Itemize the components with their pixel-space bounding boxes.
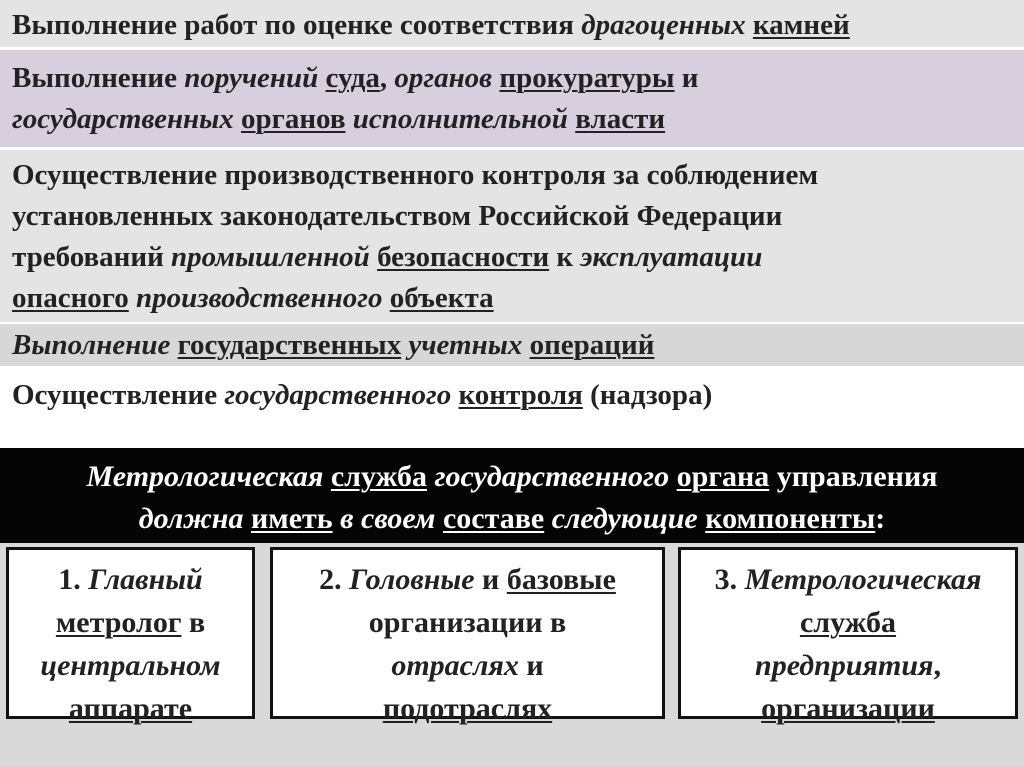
text: центральном — [40, 649, 221, 682]
text: исполнительной — [352, 103, 568, 135]
text: (надзора) — [582, 379, 713, 411]
text — [170, 329, 177, 361]
row-state-supervision — [0, 368, 1024, 420]
text — [345, 103, 352, 135]
text: промышленной — [171, 241, 370, 273]
text: государственных — [177, 329, 402, 361]
text: и — [474, 563, 507, 596]
text: установленных законодательством Российской Федерации — [12, 200, 783, 232]
component-number: 3. — [714, 563, 738, 596]
text: отраслях — [391, 649, 519, 682]
text — [318, 62, 325, 94]
text: драгоценных — [581, 9, 746, 41]
component-number: 1. — [58, 563, 81, 596]
text: Выполнение — [12, 62, 185, 94]
row-precious-stones — [0, 0, 1024, 47]
text: Головные — [349, 563, 475, 596]
text — [243, 502, 251, 535]
text — [129, 282, 136, 314]
text: к — [549, 241, 581, 273]
text: безопасности — [377, 241, 550, 273]
text: камней — [752, 9, 850, 41]
text: государственного — [434, 460, 670, 493]
text: подотраслях — [382, 692, 553, 725]
text: , — [933, 649, 941, 682]
text: государственных — [12, 103, 234, 135]
text: должна — [138, 502, 244, 535]
row-accounting-operations — [0, 324, 1024, 366]
text — [746, 9, 753, 41]
text — [370, 241, 377, 273]
text: следующие — [551, 502, 698, 535]
text: органов — [394, 62, 493, 94]
text — [522, 329, 529, 361]
text: государственного — [224, 379, 452, 411]
text: Метрологическая — [744, 563, 982, 596]
components-banner — [0, 448, 1024, 543]
text: объекта — [389, 282, 494, 314]
text: компоненты — [705, 502, 876, 535]
component-number: 2. — [319, 563, 342, 596]
component-chief-metrologist — [6, 547, 255, 725]
text: органов — [241, 103, 346, 135]
row-court-orders — [0, 50, 1024, 147]
text: составе — [442, 502, 545, 535]
text: Главный — [88, 563, 203, 596]
text: иметь — [250, 502, 333, 535]
text: в своем — [332, 502, 443, 535]
text: организации в — [368, 606, 567, 639]
text: власти — [575, 103, 666, 135]
text: Осуществление — [12, 379, 225, 411]
text: : — [875, 502, 886, 535]
text: в — [181, 606, 206, 639]
text: суда — [325, 62, 380, 94]
component-head-organizations — [270, 547, 665, 725]
text: базовые — [506, 563, 616, 596]
text: требований — [12, 241, 172, 273]
text: Метрологическая — [86, 460, 324, 493]
text: служба — [330, 460, 427, 493]
text: управления — [769, 460, 938, 493]
text: Выполнение работ по оценке соответствия — [12, 9, 582, 41]
text: , — [379, 62, 395, 94]
text: предприятия — [755, 649, 934, 682]
text: служба — [799, 606, 897, 639]
text — [234, 103, 241, 135]
text: Осуществление производственного контроля за соблюдением — [12, 159, 819, 191]
text: опасного — [12, 282, 129, 314]
text — [544, 502, 552, 535]
text: организации — [761, 692, 935, 725]
text: и — [674, 62, 699, 94]
text: производственного — [136, 282, 383, 314]
text: учетных — [408, 329, 523, 361]
text — [669, 460, 677, 493]
text: прокуратуры — [499, 62, 675, 94]
text: поручений — [184, 62, 319, 94]
text — [382, 282, 389, 314]
text: Выполнение — [12, 329, 171, 361]
text: аппарате — [68, 692, 193, 725]
text: и — [518, 649, 544, 682]
text: операций — [529, 329, 655, 361]
component-enterprise-service — [678, 547, 1018, 725]
text: контроля — [458, 379, 583, 411]
text: метролог — [55, 606, 182, 639]
text: органа — [676, 460, 770, 493]
row-production-control — [0, 150, 1024, 322]
text: эксплуатации — [580, 241, 763, 273]
text — [323, 460, 331, 493]
